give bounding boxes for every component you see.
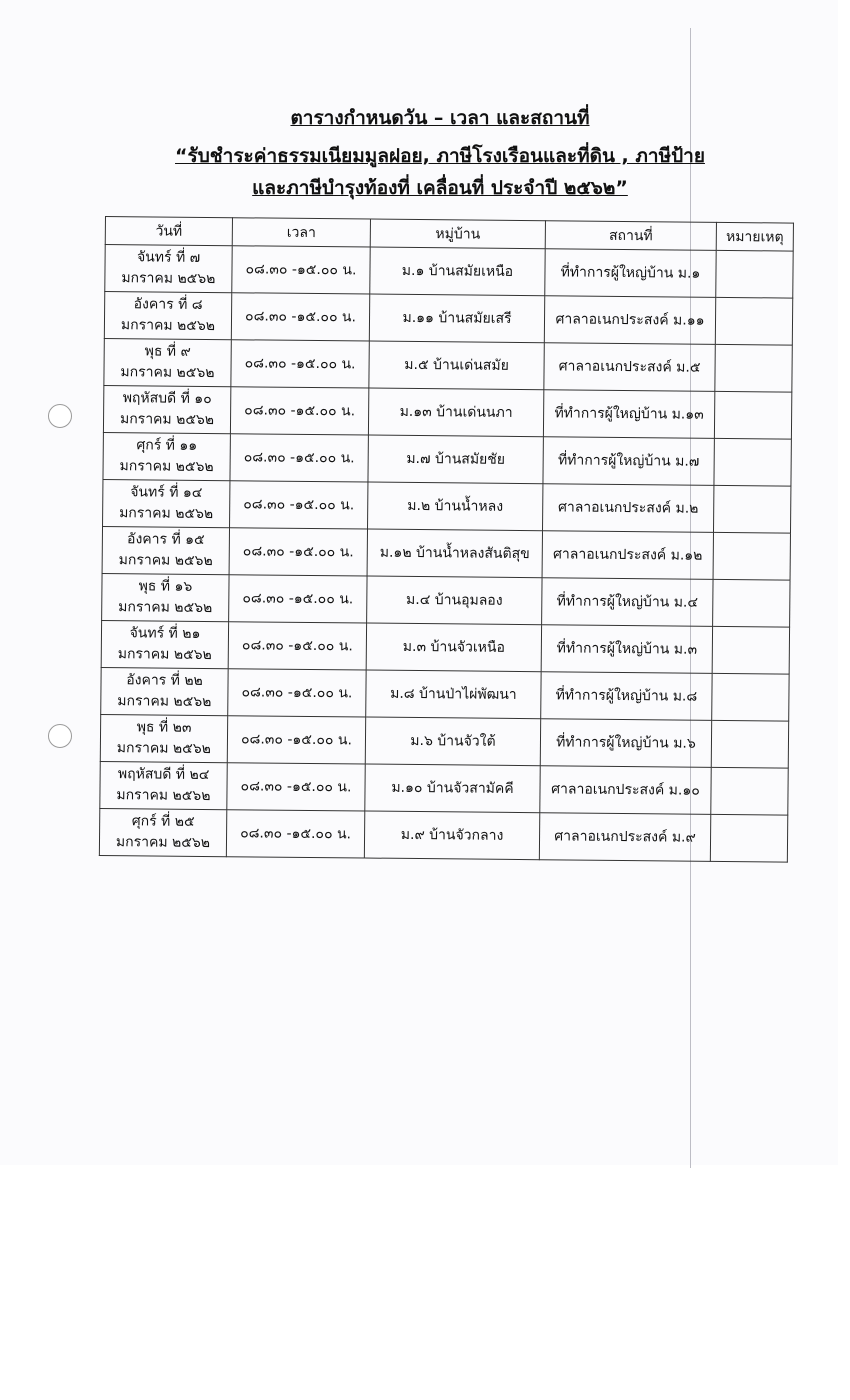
cell-village: ม.๖ บ้านจัวใต้ bbox=[365, 717, 540, 766]
cell-note bbox=[714, 391, 791, 439]
cell-note bbox=[712, 626, 789, 674]
header-village: หมู่บ้าน bbox=[370, 219, 545, 249]
table-row bbox=[103, 385, 791, 439]
month-year-label: มกราคม ๒๕๖๒ bbox=[119, 505, 214, 523]
cell-day bbox=[105, 245, 232, 293]
cell-place: ที่ทำการผู้ใหญ่บ้าน ม.๘ bbox=[541, 672, 712, 721]
table-row bbox=[104, 292, 792, 346]
cell-day bbox=[100, 761, 227, 809]
month-year-label: มกราคม ๒๕๖๒ bbox=[116, 740, 211, 758]
schedule-table bbox=[99, 216, 794, 863]
cell-time: ๐๘.๓๐ -๑๕.๐๐ น. bbox=[228, 622, 366, 670]
cell-place: ศาลาอเนกประสงค์ ม.๑๒ bbox=[542, 531, 713, 580]
cell-time: ๐๘.๓๐ -๑๕.๐๐ น. bbox=[226, 810, 364, 858]
cell-note bbox=[711, 767, 788, 815]
cell-village: ม.๑๑ บ้านสมัยเสรี bbox=[369, 294, 544, 343]
table-row bbox=[101, 667, 789, 721]
punch-hole bbox=[48, 404, 72, 428]
header-time: เวลา bbox=[232, 218, 370, 247]
table-row bbox=[100, 714, 788, 768]
cell-time: ๐๘.๓๐ -๑๕.๐๐ น. bbox=[230, 434, 368, 482]
cell-day bbox=[102, 526, 229, 574]
month-year-label: มกราคม ๒๕๖๒ bbox=[117, 646, 212, 664]
cell-place: ที่ทำการผู้ใหญ่บ้าน ม.๓ bbox=[541, 625, 712, 674]
month-year-label: มกราคม ๒๕๖๒ bbox=[118, 599, 213, 617]
cell-place: ศาลาอเนกประสงค์ ม.๕ bbox=[544, 343, 715, 392]
cell-place: ศาลาอเนกประสงค์ ม.๑๑ bbox=[544, 296, 715, 345]
cell-village: ม.๙ บ้านจัวกลาง bbox=[364, 811, 539, 860]
schedule-body bbox=[99, 245, 793, 863]
cell-time: ๐๘.๓๐ -๑๕.๐๐ น. bbox=[230, 387, 368, 435]
cell-note bbox=[710, 814, 787, 862]
cell-village: ม.๑๓ บ้านเด่นนภา bbox=[368, 388, 543, 437]
cell-day bbox=[100, 714, 227, 762]
header-place: สถานที่ bbox=[545, 221, 716, 251]
day-label: พฤหัสบดี ที่ ๑๐ bbox=[122, 390, 212, 408]
cell-time: ๐๘.๓๐ -๑๕.๐๐ น. bbox=[231, 293, 369, 341]
day-label: พฤหัสบดี ที่ ๒๔ bbox=[117, 766, 210, 784]
cell-time: ๐๘.๓๐ -๑๕.๐๐ น. bbox=[228, 669, 366, 717]
cell-day bbox=[102, 573, 229, 621]
month-year-label: มกราคม ๒๕๖๒ bbox=[119, 411, 215, 429]
cell-time: ๐๘.๓๐ -๑๕.๐๐ น. bbox=[229, 528, 367, 576]
month-year-label: มกราคม ๒๕๖๒ bbox=[120, 317, 216, 335]
cell-village: ม.๑๐ บ้านจัวสามัคคี bbox=[365, 764, 540, 813]
cell-day bbox=[103, 385, 230, 433]
table-row bbox=[105, 245, 793, 299]
cell-village: ม.๓ บ้านจัวเหนือ bbox=[366, 623, 541, 672]
cell-village: ม.๒ บ้านน้ำหลง bbox=[368, 482, 543, 531]
cell-note bbox=[713, 532, 790, 580]
cell-place: ที่ทำการผู้ใหญ่บ้าน ม.๗ bbox=[543, 437, 714, 486]
cell-note bbox=[715, 297, 792, 345]
table-row bbox=[102, 573, 790, 627]
month-year-label: มกราคม ๒๕๖๒ bbox=[117, 693, 212, 711]
cell-time: ๐๘.๓๐ -๑๕.๐๐ น. bbox=[227, 763, 365, 811]
cell-note bbox=[712, 673, 789, 721]
cell-note bbox=[714, 438, 791, 486]
cell-day bbox=[99, 808, 226, 856]
cell-place: ที่ทำการผู้ใหญ่บ้าน ม.๖ bbox=[540, 719, 711, 768]
cell-note bbox=[715, 344, 792, 392]
cell-time: ๐๘.๓๐ -๑๕.๐๐ น. bbox=[230, 481, 368, 529]
table-row bbox=[104, 338, 792, 392]
cell-time: ๐๘.๓๐ -๑๕.๐๐ น. bbox=[231, 340, 369, 388]
month-year-label: มกราคม ๒๕๖๒ bbox=[121, 270, 216, 288]
cell-note bbox=[716, 250, 793, 298]
document-title-line-3: และภาษีบำรุงท้องที่ เคลื่อนที่ ประจำปี ๒๕๖๒” bbox=[252, 177, 628, 199]
day-label: จันทร์ ที่ ๑๔ bbox=[130, 484, 203, 501]
cell-day bbox=[101, 620, 228, 668]
cell-note bbox=[711, 720, 788, 768]
cell-place: ศาลาอเนกประสงค์ ม.๒ bbox=[542, 484, 713, 533]
document-title-line-2: “รับชำระค่าธรรมเนียมมูลฝอย, ภาษีโรงเรือนและที่ดิน , ภาษีป้าย bbox=[175, 145, 705, 167]
month-year-label: มกราคม ๒๕๖๒ bbox=[115, 834, 211, 852]
header-note: หมายเหตุ bbox=[716, 222, 793, 251]
day-label: พุธ ที่ ๒๓ bbox=[136, 719, 192, 736]
cell-time: ๐๘.๓๐ -๑๕.๐๐ น. bbox=[227, 716, 365, 764]
cell-day bbox=[103, 432, 230, 480]
cell-village: ม.๑ บ้านสมัยเหนือ bbox=[370, 247, 545, 296]
month-year-label: มกราคม ๒๕๖๒ bbox=[119, 458, 214, 476]
cell-place: ที่ทำการผู้ใหญ่บ้าน ม.๑๓ bbox=[543, 390, 714, 439]
cell-day bbox=[104, 292, 231, 340]
month-year-label: มกราคม ๒๕๖๒ bbox=[118, 552, 213, 570]
day-label: พุธ ที่ ๑๖ bbox=[138, 578, 193, 595]
cell-village: ม.๕ บ้านเด่นสมัย bbox=[369, 341, 544, 390]
table-row bbox=[103, 479, 791, 533]
table-row bbox=[101, 620, 789, 674]
cell-note bbox=[713, 579, 790, 627]
day-label: ศุกร์ ที่ ๑๑ bbox=[136, 437, 198, 454]
header-day: วันที่ bbox=[105, 217, 232, 246]
day-label: อังคาร ที่ ๑๕ bbox=[127, 531, 205, 548]
cell-village: ม.๗ บ้านสมัยชัย bbox=[368, 435, 543, 484]
cell-place: ที่ทำการผู้ใหญ่บ้าน ม.๔ bbox=[542, 578, 713, 627]
cell-village: ม.๑๒ บ้านน้ำหลงสันติสุข bbox=[367, 529, 542, 578]
cell-village: ม.๘ บ้านป่าไผ่พัฒนา bbox=[366, 670, 541, 719]
table-row bbox=[100, 761, 788, 815]
month-year-label: มกราคม ๒๕๖๒ bbox=[120, 364, 215, 382]
day-label: จันทร์ ที่ ๒๑ bbox=[129, 625, 201, 642]
cell-village: ม.๔ บ้านอุมลอง bbox=[367, 576, 542, 625]
cell-place: ที่ทำการผู้ใหญ่บ้าน ม.๑ bbox=[545, 249, 716, 298]
cell-time: ๐๘.๓๐ -๑๕.๐๐ น. bbox=[229, 575, 367, 623]
day-label: จันทร์ ที่ ๗ bbox=[136, 249, 201, 266]
cell-place: ศาลาอเนกประสงค์ ม.๑๐ bbox=[540, 766, 711, 815]
month-year-label: มกราคม ๒๕๖๒ bbox=[116, 787, 211, 805]
cell-note bbox=[713, 485, 790, 533]
day-label: ศุกร์ ที่ ๒๕ bbox=[131, 813, 195, 830]
table-row bbox=[102, 526, 790, 580]
day-label: อังคาร ที่ ๘ bbox=[133, 296, 203, 313]
table-row bbox=[103, 432, 791, 486]
cell-day bbox=[103, 479, 230, 527]
cell-day bbox=[101, 667, 228, 715]
day-label: อังคาร ที่ ๒๒ bbox=[126, 672, 203, 689]
cell-time: ๐๘.๓๐ -๑๕.๐๐ น. bbox=[232, 246, 370, 294]
table-row bbox=[99, 808, 787, 862]
cell-day bbox=[104, 338, 231, 386]
punch-hole bbox=[48, 724, 72, 748]
document-title-line-1: ตารางกำหนดวัน – เวลา และสถานที่ bbox=[290, 107, 590, 129]
day-label: พุธ ที่ ๙ bbox=[144, 343, 191, 360]
cell-place: ศาลาอเนกประสงค์ ม.๙ bbox=[539, 813, 710, 862]
